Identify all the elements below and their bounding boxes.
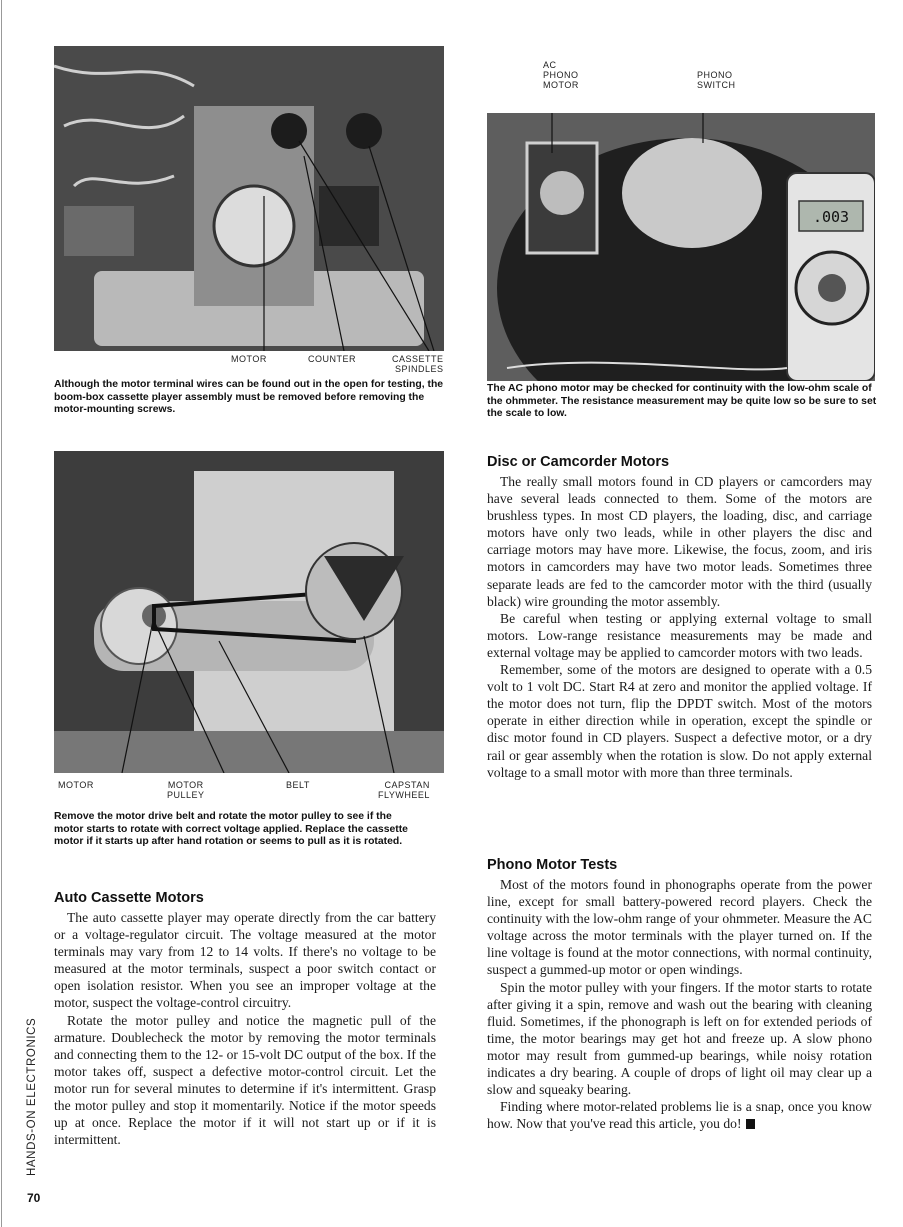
callout-belt: BELT [286, 780, 310, 790]
cassette-player-photo [54, 46, 444, 351]
page-number: 70 [27, 1191, 41, 1205]
end-of-article-mark [746, 1119, 755, 1129]
final-sentence: Finding where motor-related problems lie is a snap, once you know how. Now that you've read this article, you do! [487, 1099, 872, 1132]
article-disc-camcorder [487, 473, 872, 781]
figure-caption-phono: The AC phono motor may be checked for continuity with the low-ohm scale of the ohmmeter. The resistance measurement may be quite low so be sure to set the scale to low. [487, 383, 877, 420]
figure-caption-cassette: Although the motor terminal wires can be found out in the open for testing, the boom-box cassette player assembly must be removed before removing the motor-mounting screws. [54, 379, 444, 416]
paragraph-final [487, 1098, 872, 1132]
phono-motor-illustration [487, 113, 875, 381]
callout-motor-2: MOTOR [58, 780, 94, 790]
article-phono-tests [487, 876, 872, 1132]
callout-motor-pulley: MOTOR PULLEY [167, 780, 205, 800]
heading-auto-cassette-motors: Auto Cassette Motors [54, 890, 204, 906]
paragraph: The auto cassette player may operate directly from the car battery or a voltage-regulator circuit. The voltage measured at the motor terminals may vary from 12 to 14 volts. If there's no voltage to be measured at the motor terminals, suspect a poor switch contact or open isolation resistor. When you see an improper voltage at the motor, suspect the voltage-control circuitry. [54, 910, 436, 1011]
figure-caption-mechanism: Remove the motor drive belt and rotate the motor pulley to see if the motor starts to rotate with correct voltage applied. Replace the cassette motor if it starts up after hand rotation or seems to pull as it is rotated. [54, 811, 408, 848]
meter-readout: .003 [812, 208, 850, 226]
page-edge-line [1, 0, 2, 1227]
callout-counter: COUNTER [308, 354, 356, 364]
paragraph: The really small motors found in CD players or camcorders may have several leads connected to them. Some of the motors are brushless types. In most CD players, the loading, disc, and carriage motors have only two leads, while in other players the disc and carriage motors may have more. Likewise, the focus, zoom, and iris motors in camcorders may have two motor leads. Sometimes three separate leads are fed to the camcorder motor with the third (usually black) wire grounding the motor assembly. [487, 474, 872, 609]
paragraph: Be careful when testing or applying external voltage to small motors. Low-range resistance measurements may be made and external voltage may be applied to camcorder motors with two leads. [487, 610, 872, 660]
cassette-player-illustration [54, 46, 444, 351]
callout-ac-phono-motor: AC PHONO MOTOR [543, 60, 579, 90]
cassette-mechanism-photo [54, 451, 444, 773]
paragraph: Rotate the motor pulley and notice the magnetic pull of the armature. Doublecheck the motor by removing the motor terminals and connecting them to the 12- or 15-volt DC output of the box. If the motor takes off, suspect a defective motor-control circuit. Let the motor run for several minutes to determine if it's intermittent. Grasp the motor pulley and stop it momentarily. Notice if the motor speeds up at once. Replace the motor if it will not start up or if it is intermittent. [54, 1012, 436, 1148]
magazine-name-vertical: HANDS-ON ELECTRONICS [26, 1017, 38, 1176]
paragraph: Most of the motors found in phonographs operate from the power line, except for small battery-powered record players. Check the continuity with the low-ohm range of your ohmmeter. Measure the AC voltage across the motor terminals with the player turned on. If the line voltage is found at the motor connections, with normal continuity, suspect a gummed-up motor or open windings. [487, 877, 872, 978]
paragraph: Remember, some of the motors are designed to operate with a 0.5 volt to 1 volt DC. Start R4 at zero and monitor the applied voltage. If the motor does not turn, flip the DPDT switch. Most of the motors operate in either direction while in operation, except the spindle or disc motor found in CD players. Suspect a defective motor, or a dry rail or gear assembly when the rotation is slow. Do not apply external voltage to a small motor with more than three terminals. [487, 662, 872, 780]
callout-capstan-flywheel: CAPSTAN FLYWHEEL [378, 780, 430, 800]
callout-cassette-spindles: CASSETTE SPINDLES [392, 354, 444, 374]
callout-motor: MOTOR [231, 354, 267, 364]
article-auto-cassette [54, 909, 436, 1148]
cassette-mechanism-illustration [54, 451, 444, 773]
paragraph: Spin the motor pulley with your fingers. If the motor starts to rotate after giving it a spin, remove and wash out the bearing with cleaning fluid. Sometimes, if the phonograph is left on for extended periods of time, the motor bearings may get hot and freeze up. A slow phono motor may result from gummed-up bearings, while noisy rotation indicates a dry bearing. A couple of drops of light oil may clear up a slow and squeaky bearing. [487, 979, 872, 1098]
heading-phono-motor-tests: Phono Motor Tests [487, 857, 618, 873]
phono-motor-photo [487, 113, 875, 381]
callout-phono-switch: PHONO SWITCH [697, 70, 736, 90]
heading-disc-camcorder-motors: Disc or Camcorder Motors [487, 454, 670, 470]
